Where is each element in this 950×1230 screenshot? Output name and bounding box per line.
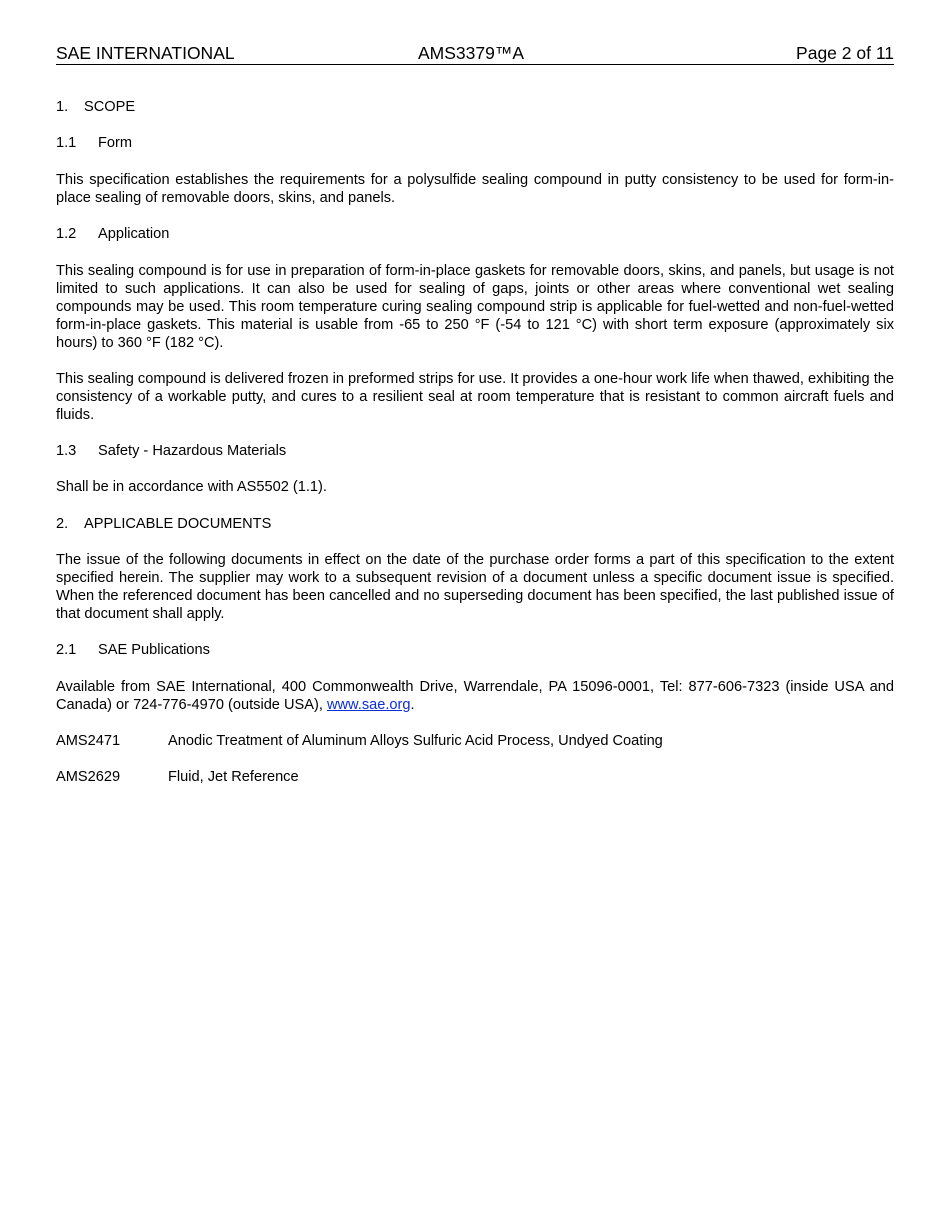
section-title: SAE Publications	[98, 642, 210, 658]
section-1-2-paragraph-1: This sealing compound is for use in preparation of form-in-place gaskets for removable doors, skins, and panels, but usage is not limited to such applications. It can also be used for sealing of gaps, joints or other areas where conventional wet sealing compounds may be used. This room temperature curing sealing compound strip is applicable for fuel-wetted and non-fuel-wetted form-in-place gaskets. This material is usable from -65 to 250 °F (-54 to 121 °C) with short term exposure (approximately six hours) to 360 °F (182 °C).	[56, 263, 894, 351]
section-title: Application	[98, 226, 170, 242]
reference-code: AMS2471	[56, 733, 121, 749]
section-number: 2.1	[56, 642, 77, 658]
section-1-1-heading	[56, 134, 894, 152]
sae-website-link[interactable]: www.sae.org	[326, 697, 411, 713]
section-1-3-heading	[56, 442, 894, 460]
section-number: 1.3	[56, 443, 77, 459]
section-title: Safety - Hazardous Materials	[98, 443, 287, 459]
section-title: APPLICABLE DOCUMENTS	[84, 516, 272, 532]
header-page-label: Page 2 of 11	[796, 43, 894, 63]
section-number: 1.	[56, 99, 69, 115]
section-1-heading	[56, 98, 894, 116]
reference-title: Fluid, Jet Reference	[168, 769, 299, 785]
reference-title: Anodic Treatment of Aluminum Alloys Sulfuric Acid Process, Undyed Coating	[168, 733, 663, 749]
section-1-3-paragraph: Shall be in accordance with AS5502 (1.1).	[56, 479, 327, 495]
reference-item	[56, 768, 894, 786]
paragraph-end: .	[410, 697, 415, 713]
section-number: 2.	[56, 516, 69, 532]
section-2-paragraph: The issue of the following documents in effect on the date of the purchase order forms a part of this specification to the extent specified herein. The supplier may work to a subsequent revision of a document unless a specific document issue is specified. When the referenced document has been cancelled and no superseding document has been specified, the last published issue of that document shall apply.	[56, 552, 894, 622]
section-number: 1.2	[56, 226, 77, 242]
section-number: 1.1	[56, 135, 77, 151]
section-1-2-paragraph-2: This sealing compound is delivered frozen in preformed strips for use. It provides a one-hour work life when thawed, exhibiting the consistency of a workable putty, and cures to a resilient seal at room temperature that is resistant to common aircraft fuels and fluids.	[56, 371, 894, 423]
header-doc-number: AMS3379™A	[418, 43, 525, 63]
section-2-heading	[56, 515, 894, 533]
paragraph-text: Available from SAE International, 400 Commonwealth Drive, Warrendale, PA 15096-0001, Tel: 877-606-7323 (inside USA and Canada) or 724-776-4970 (outside USA),	[56, 679, 894, 713]
section-1-1-paragraph: This specification establishes the requirements for a polysulfide sealing compound in putty consistency to be used for form-in-place sealing of removable doors, skins, and panels.	[56, 172, 894, 206]
section-title: SCOPE	[84, 99, 136, 115]
section-2-1-heading	[56, 641, 894, 659]
page-header	[56, 43, 894, 65]
section-1-2-heading	[56, 225, 894, 243]
section-2-1-paragraph	[56, 678, 894, 714]
section-title: Form	[98, 135, 133, 151]
reference-item	[56, 732, 894, 750]
header-org: SAE INTERNATIONAL	[56, 43, 235, 63]
reference-code: AMS2629	[56, 769, 121, 785]
